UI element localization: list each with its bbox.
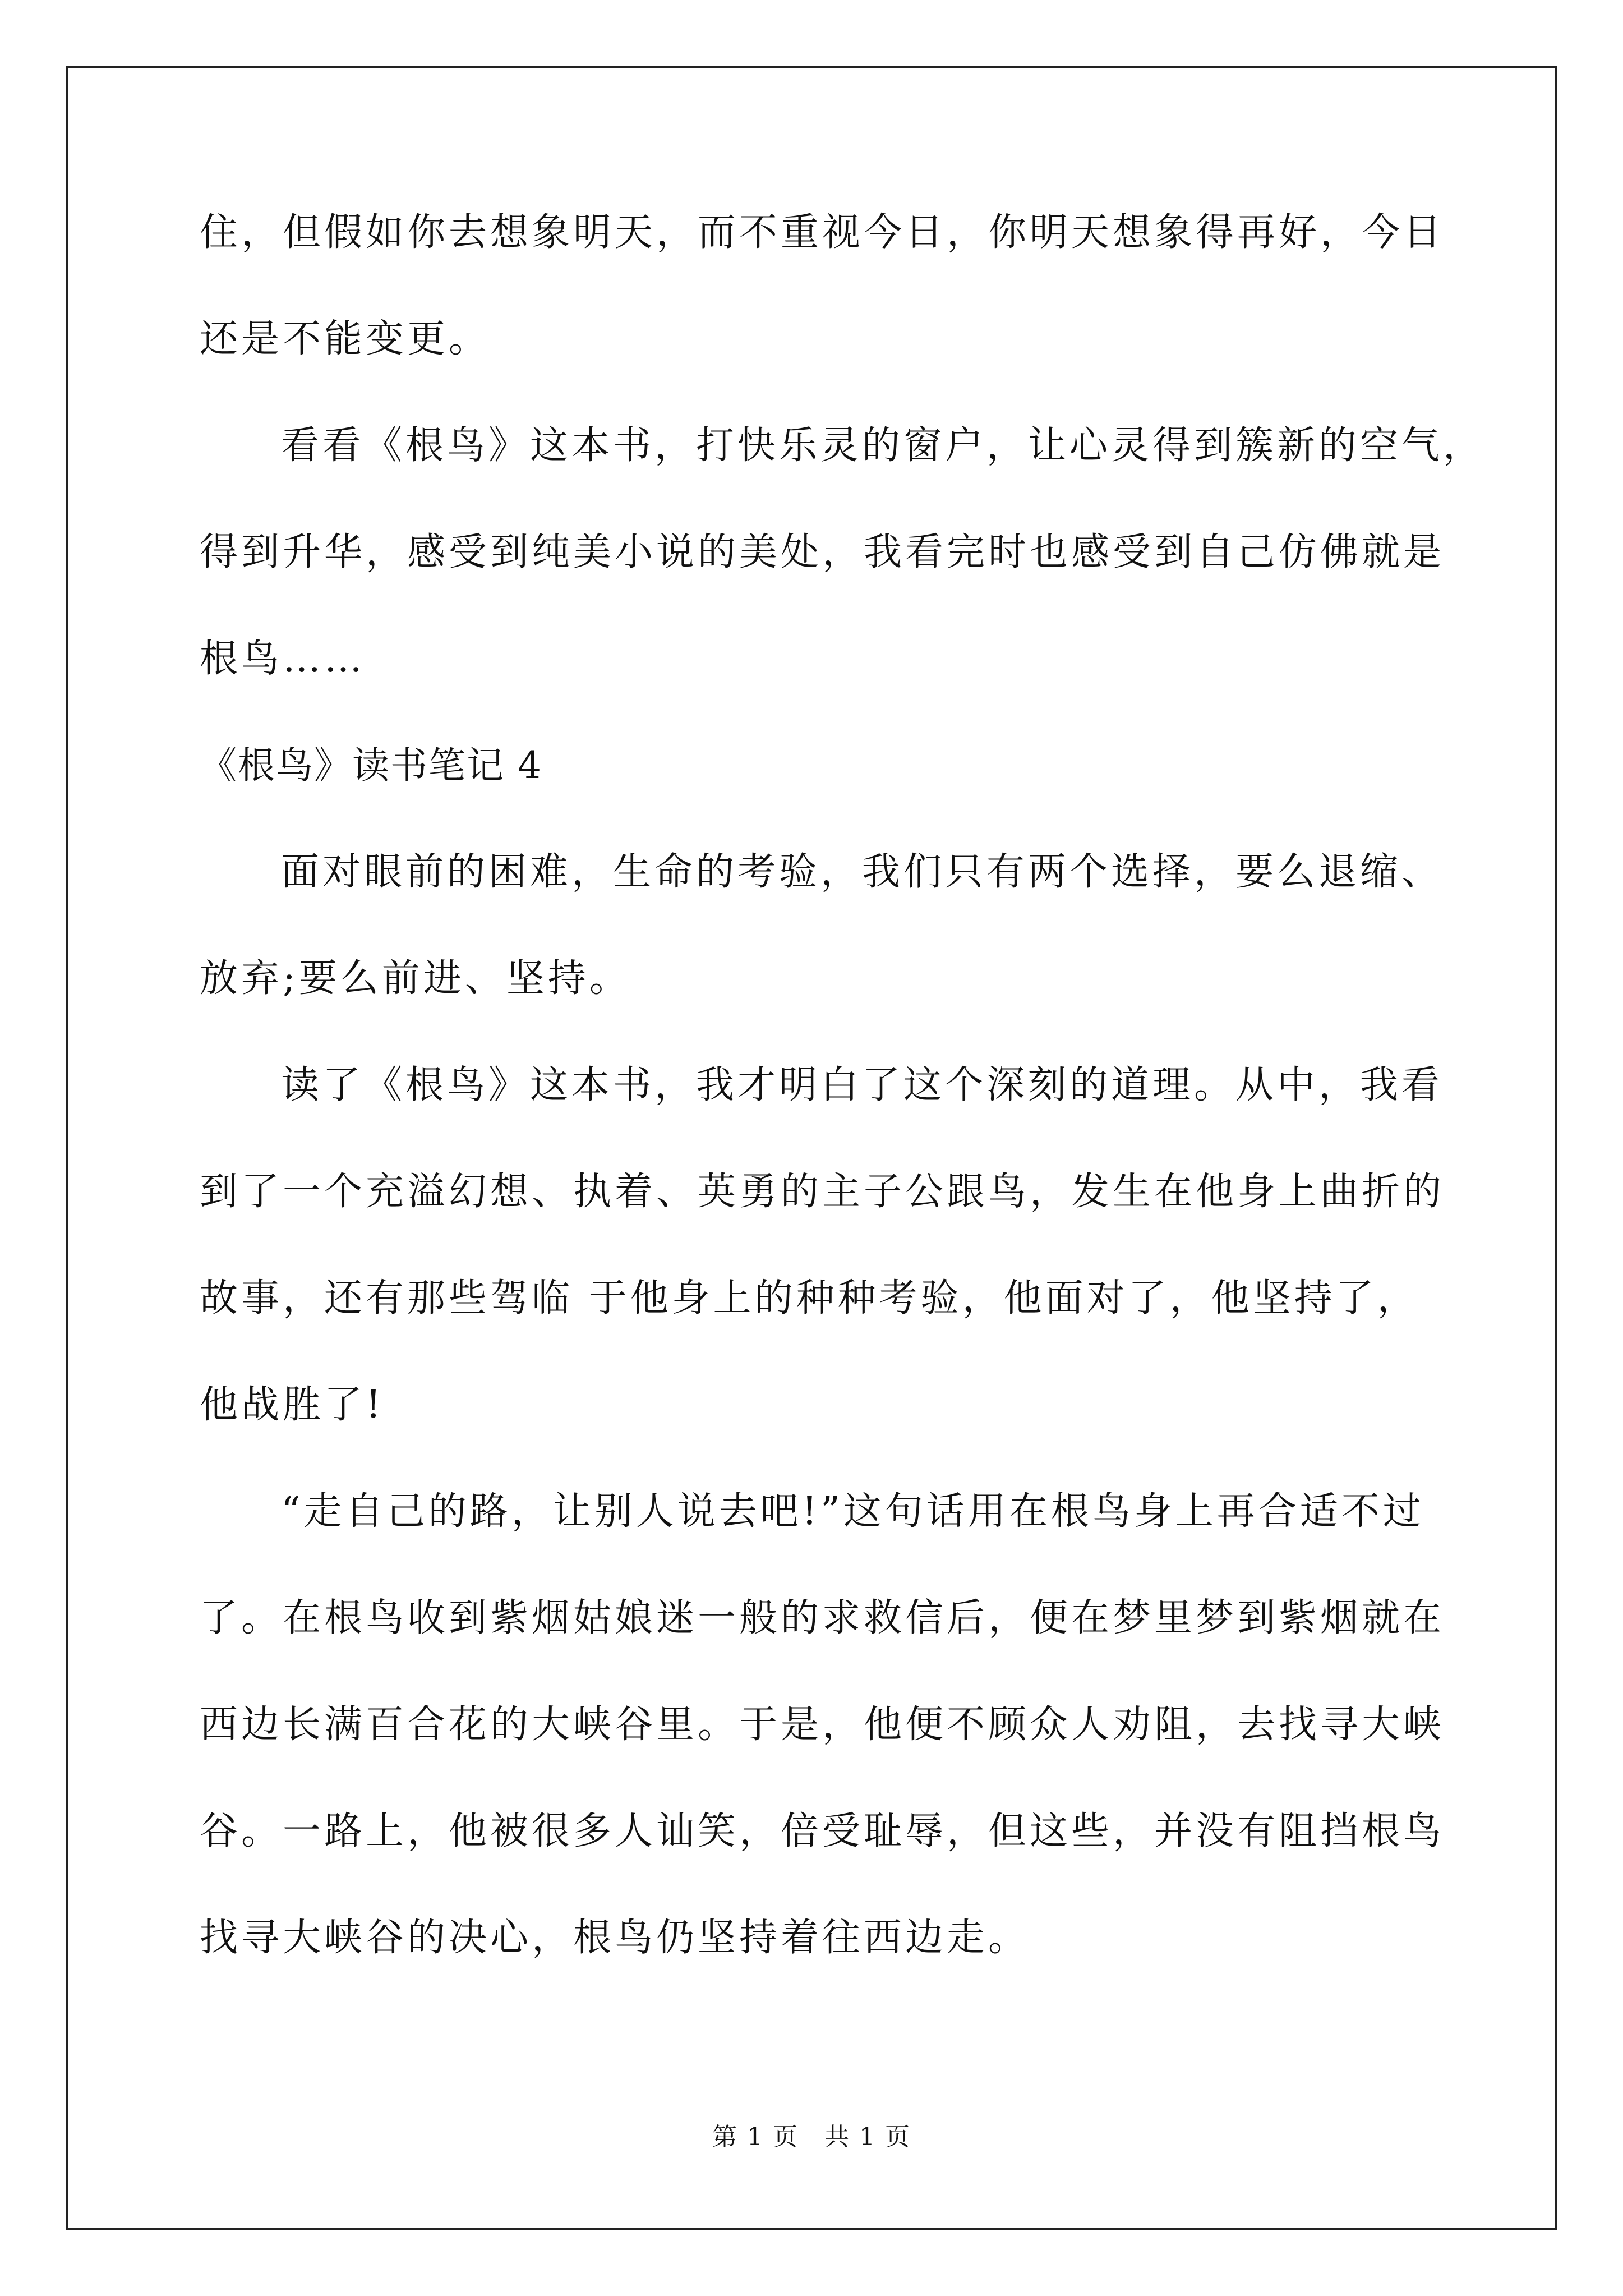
paragraph-start-line: 看看《根鸟》这本书，打快乐灵的窗户，让心灵得到簇新的空气， (281, 424, 1485, 468)
paragraph-start-line: 读了《根鸟》这本书，我才明白了这个深刻的道理。从中，我看 (281, 1063, 1444, 1107)
text-line: 住，但假如你去想象明天，而不重视今日，你明天想象得再好，今日 (200, 210, 1445, 255)
page-number-footer: 第 1 页 共 1 页 (712, 2123, 911, 2151)
text-line: 找寻大峡谷的决心，根鸟仍坚持着往西边走。 (200, 1916, 1030, 1960)
text-line: 放弃;要么前进、坚持。 (200, 956, 631, 1001)
page-frame (66, 66, 1557, 2230)
text-line: 故事，还有那些驾临 于他身上的种种考验，他面对了，他坚持了， (200, 1276, 1419, 1320)
paragraph-start-line: “走自己的路，让别人说去吧!”这句话用在根鸟身上再合适不过 (281, 1489, 1424, 1534)
text-line: 还是不能变更。 (200, 317, 491, 361)
text-line: 得到升华，感受到纯美小说的美处，我看完时也感受到自己仿佛就是 (200, 530, 1445, 574)
text-line: 他战胜了! (200, 1383, 385, 1427)
paragraph-start-line: 面对眼前的困难，生命的考验，我们只有两个选择，要么退缩、 (281, 850, 1444, 894)
text-line: 西边长满百合花的大峡谷里。于是，他便不顾众人劝阻，去找寻大峡 (200, 1703, 1445, 1747)
text-line: 谷。一路上，他被很多人讪笑，倍受耻辱，但这些，并没有阻挡根鸟 (200, 1809, 1445, 1853)
text-line: 到了一个充溢幻想、执着、英勇的主子公跟鸟，发生在他身上曲折的 (200, 1170, 1445, 1214)
text-line: 了。在根鸟收到紫烟姑娘迷一般的求救信后，便在梦里梦到紫烟就在 (200, 1596, 1445, 1640)
section-heading: 《根鸟》读书笔记 4 (200, 744, 542, 787)
text-line: 根鸟…… (200, 637, 366, 681)
